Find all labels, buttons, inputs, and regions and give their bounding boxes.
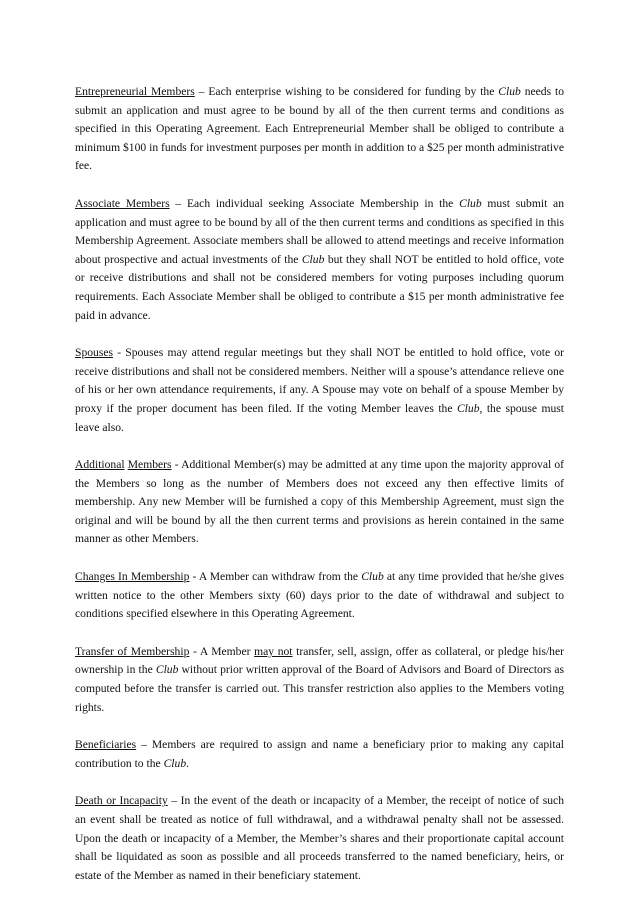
section-text: must submit an application and must agree to be bound by all of the then current terms and conditions as specified in this Membership Agreement. Associate members shall be allowed to attend meetings and receive information about prospective and actual investments of the	[75, 196, 564, 266]
section-paragraph	[75, 736, 564, 773]
club-term: Club,	[456, 401, 483, 415]
section-text: .	[186, 756, 190, 770]
section-text: but they shall NOT be entitled to hold office, vote or receive distributions and shall not be considered members for voting purposes including quorum requirements. Each Associate Member shall be obliged to contribute a $15 per month administrative fee paid in advance.	[75, 252, 564, 322]
underlined-phrase: Members	[127, 458, 172, 472]
section-heading: Beneficiaries	[75, 738, 137, 752]
section-paragraph	[75, 344, 564, 437]
section-paragraph	[75, 643, 564, 717]
section-text: without prior written approval of the Board of Advisors and Board of Directors as computed before the transfer is carried out. This transfer restriction also applies to the Members voting rights.	[75, 663, 564, 714]
club-term: Club	[163, 756, 187, 770]
section-text: - Spouses may attend regular meetings but they shall NOT be entitled to hold office, vote or receive distributions and shall not be considered members. Neither will a spouse’s attendance relieve one of his or her own attendance requirements, if any. A Spouse may vote on behalf of a spouse Member by proxy if the proper document has been filed. If the voting Member leaves the	[75, 346, 564, 415]
club-term: Club	[361, 570, 384, 584]
section-text: - A Member can withdraw from the	[189, 570, 362, 584]
underlined-phrase: may not	[254, 644, 293, 658]
section-paragraph	[75, 792, 564, 885]
section-text: at any time provided that he/she gives written notice to the other Members sixty (60) days prior to the date of withdrawal and subject to conditions specified elsewhere in this Operating Agreement.	[75, 570, 564, 621]
section-paragraph	[75, 83, 564, 176]
section-heading: Spouses	[75, 346, 114, 360]
section-text: – Each individual seeking Associate Membership in the	[169, 196, 460, 210]
section-heading: Transfer of Membership	[75, 644, 190, 658]
section-heading: Entrepreneurial Members	[75, 85, 195, 98]
section-text: transfer, sell, assign, offer as collateral, or pledge his/her ownership in the	[75, 644, 564, 677]
section-text: – Members are required to assign and name a beneficiary prior to making any capital contribution to the	[75, 738, 564, 770]
section-heading: Additional	[75, 458, 125, 472]
section-heading: Death or Incapacity	[75, 794, 168, 808]
club-term: Club	[155, 663, 179, 677]
section-heading: Changes In Membership	[75, 570, 190, 584]
section-paragraph	[75, 456, 564, 549]
section-text: needs to submit an application and must agree to be bound by all of the then current terms and conditions as specified in this Operating Agreement. Each Entrepreneurial Member shall be obliged to contribute a minimum $100 in funds for investment purposes per month in addition to a $25 per month administrative fee.	[75, 85, 565, 173]
section-paragraph	[75, 195, 564, 325]
section-text: - A Member	[189, 644, 255, 658]
section-text: - Additional Member(s) may be admitted at any time upon the majority approval of the Members so long as the number of Members does not exceed any then effective limits of membership. Any new Member will be furnished a copy of this Membership Agreement, must sign the original and will be bound by all the then current terms and provisions as herein contained in the same manner as other Members.	[75, 458, 564, 546]
club-term: Club	[459, 196, 482, 210]
club-term: Club	[301, 252, 325, 266]
section-text: the spouse must leave also.	[75, 401, 565, 434]
club-term: Club	[498, 85, 521, 98]
document-page	[75, 83, 564, 904]
section-paragraph	[75, 568, 564, 624]
section-heading: Associate Members	[75, 196, 170, 210]
section-text: – Each enterprise wishing to be considered for funding by the	[194, 85, 499, 98]
section-text: – In the event of the death or incapacity of a Member, the receipt of notice of such an event shall be treated as notice of full withdrawal, and a withdrawal penalty shall not be assessed. Upon the death or incapacity of a Member, the Member’s shares and their proportionate capital account shall be liquidated as soon as possible and all proceeds transferred to the named beneficiary, heirs, or estate of the Member as named in their beneficiary statement.	[75, 794, 564, 882]
